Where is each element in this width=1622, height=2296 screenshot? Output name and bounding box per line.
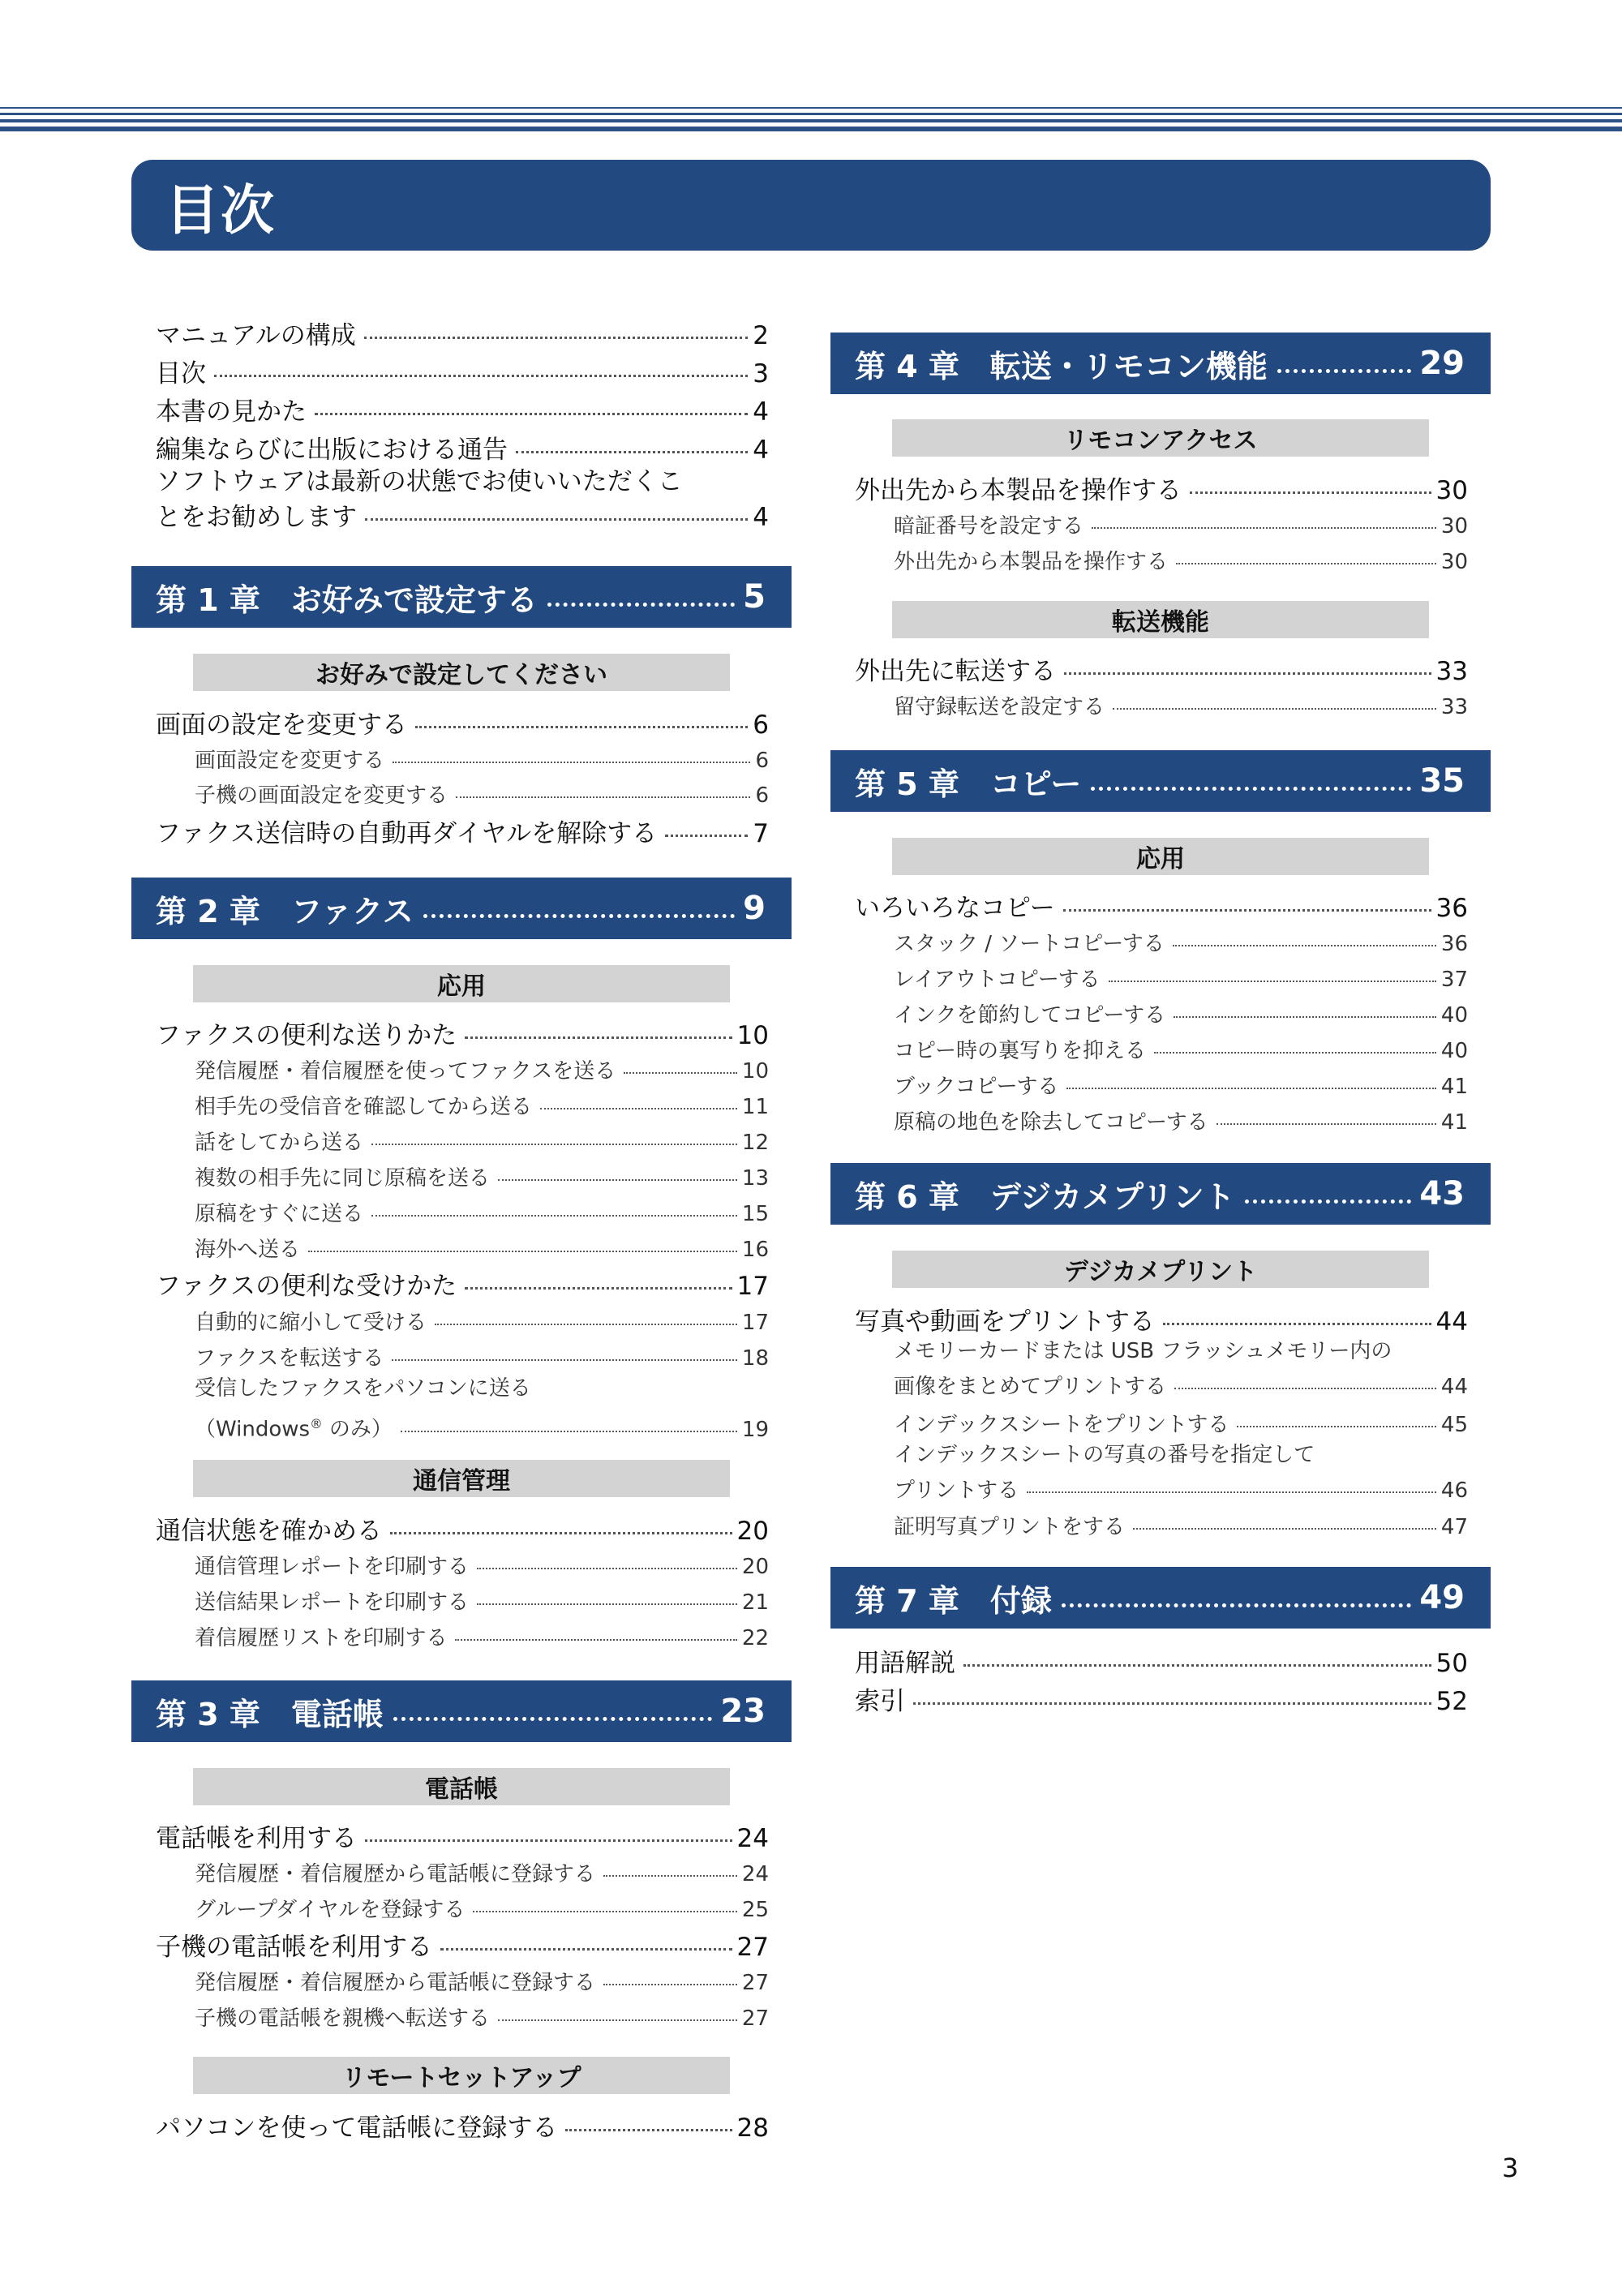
toc-subentry[interactable]: インクを節約してコピーする 40 bbox=[894, 1003, 1468, 1028]
chapter-5-heading[interactable]: 第 5 章 コピー 35 bbox=[830, 750, 1491, 812]
toc-subentry[interactable]: 通信管理レポートを印刷する 20 bbox=[195, 1555, 769, 1579]
toc-subentry[interactable]: 留守録転送を設定する 33 bbox=[894, 695, 1468, 719]
toc-entry[interactable]: 外出先から本製品を操作する 30 bbox=[855, 476, 1468, 505]
toc-subentry[interactable]: 子機の電話帳を親機へ転送する 27 bbox=[195, 2006, 769, 2031]
section-heading: デジカメプリント bbox=[892, 1251, 1429, 1288]
toc-entry[interactable]: 通信状態を確かめる 20 bbox=[156, 1517, 769, 1546]
toc-subentry[interactable]: 発信履歴・着信履歴を使ってファクスを送る 10 bbox=[195, 1059, 769, 1084]
header-rules bbox=[0, 107, 1622, 131]
chapter-1-heading[interactable]: 第 1 章 お好みで設定する 5 bbox=[131, 566, 792, 628]
toc-subentry[interactable]: レイアウトコピーする 37 bbox=[894, 968, 1468, 992]
section-heading: 応用 bbox=[193, 965, 730, 1002]
page-title-bar bbox=[131, 160, 1491, 251]
toc-subentry[interactable]: 受信したファクスをパソコンに送る （Windows® のみ） 19 bbox=[195, 1376, 769, 1442]
toc-subentry[interactable]: スタック / ソートコピーする 36 bbox=[894, 932, 1468, 956]
toc-entry[interactable]: 用語解説 50 bbox=[855, 1649, 1468, 1678]
toc-subentry[interactable]: 複数の相手先に同じ原稿を送る 13 bbox=[195, 1166, 769, 1191]
toc-subentry[interactable]: 相手先の受信音を確認してから送る 11 bbox=[195, 1095, 769, 1119]
toc-subentry[interactable]: 原稿の地色を除去してコピーする 41 bbox=[894, 1110, 1468, 1135]
toc-subentry[interactable]: グループダイヤルを登録する 25 bbox=[195, 1898, 769, 1922]
section-heading: リモートセットアップ bbox=[193, 2057, 730, 2094]
toc-entry[interactable]: ソフトウェアは最新の状態でお使いいただくこ とをお勧めします 4 bbox=[156, 467, 769, 532]
toc-entry[interactable]: ファクス送信時の自動再ダイヤルを解除する 7 bbox=[156, 819, 769, 848]
toc-entry[interactable]: いろいろなコピー 36 bbox=[855, 894, 1468, 923]
section-heading: 電話帳 bbox=[193, 1768, 730, 1805]
section-heading: 応用 bbox=[892, 838, 1429, 875]
toc-subentry[interactable]: 発信履歴・着信履歴から電話帳に登録する 27 bbox=[195, 1971, 769, 1995]
section-heading: 通信管理 bbox=[193, 1460, 730, 1497]
toc-subentry[interactable]: 海外へ送る 16 bbox=[195, 1238, 769, 1262]
chapter-7-heading[interactable]: 第 7 章 付録 49 bbox=[830, 1567, 1491, 1629]
chapter-6-heading[interactable]: 第 6 章 デジカメプリント 43 bbox=[830, 1163, 1491, 1225]
toc-subentry[interactable]: 着信履歴リストを印刷する 22 bbox=[195, 1626, 769, 1650]
toc-entry[interactable]: マニュアルの構成 2 bbox=[156, 321, 769, 350]
toc-subentry[interactable]: 子機の画面設定を変更する 6 bbox=[195, 783, 769, 808]
page-title: 目次 bbox=[165, 178, 276, 242]
toc-subentry[interactable]: 発信履歴・着信履歴から電話帳に登録する 24 bbox=[195, 1862, 769, 1886]
toc-subentry[interactable]: 証明写真プリントをする 47 bbox=[894, 1515, 1468, 1539]
toc-subentry[interactable]: ブックコピーする 41 bbox=[894, 1075, 1468, 1099]
chapter-2-heading[interactable]: 第 2 章 ファクス 9 bbox=[131, 878, 792, 939]
toc-subentry[interactable]: 原稿をすぐに送る 15 bbox=[195, 1202, 769, 1226]
toc-entry[interactable]: 目次 3 bbox=[156, 359, 769, 388]
toc-entry[interactable]: 本書の見かた 4 bbox=[156, 397, 769, 427]
toc-entry[interactable]: 編集ならびに出版における通告 4 bbox=[156, 436, 769, 465]
toc-entry[interactable]: パソコンを使って電話帳に登録する 28 bbox=[156, 2114, 769, 2143]
section-heading: 転送機能 bbox=[892, 601, 1429, 638]
toc-entry[interactable]: 索引 52 bbox=[855, 1687, 1468, 1716]
section-heading: リモコンアクセス bbox=[892, 419, 1429, 457]
toc-entry[interactable]: 外出先に転送する 33 bbox=[855, 657, 1468, 686]
toc-entry[interactable]: 電話帳を利用する 24 bbox=[156, 1824, 769, 1853]
toc-subentry[interactable]: 画面設定を変更する 6 bbox=[195, 749, 769, 773]
page-number: 3 bbox=[1502, 2152, 1519, 2183]
toc-entry[interactable]: ファクスの便利な送りかた 10 bbox=[156, 1021, 769, 1050]
toc-entry[interactable]: 画面の設定を変更する 6 bbox=[156, 710, 769, 740]
toc-subentry[interactable]: 暗証番号を設定する 30 bbox=[894, 514, 1468, 539]
toc-subentry[interactable]: メモリーカードまたは USB フラッシュメモリー内の 画像をまとめてプリントする 44 bbox=[894, 1339, 1468, 1399]
toc-entry[interactable]: 写真や動画をプリントする 44 bbox=[855, 1307, 1468, 1337]
chapter-3-heading[interactable]: 第 3 章 電話帳 23 bbox=[131, 1680, 792, 1742]
toc-subentry[interactable]: 送信結果レポートを印刷する 21 bbox=[195, 1590, 769, 1615]
toc-subentry[interactable]: 外出先から本製品を操作する 30 bbox=[894, 550, 1468, 574]
section-heading: お好みで設定してください bbox=[193, 654, 730, 691]
toc-subentry[interactable]: ファクスを転送する 18 bbox=[195, 1346, 769, 1371]
toc-entry[interactable]: ファクスの便利な受けかた 17 bbox=[156, 1272, 769, 1301]
toc-entry[interactable]: 子機の電話帳を利用する 27 bbox=[156, 1933, 769, 1962]
toc-subentry[interactable]: インデックスシートの写真の番号を指定して プリントする 46 bbox=[894, 1443, 1468, 1503]
toc-subentry[interactable]: 自動的に縮小して受ける 17 bbox=[195, 1311, 769, 1335]
toc-subentry[interactable]: インデックスシートをプリントする 45 bbox=[894, 1413, 1468, 1437]
toc-subentry[interactable]: 話をしてから送る 12 bbox=[195, 1131, 769, 1155]
toc-subentry[interactable]: コピー時の裏写りを抑える 40 bbox=[894, 1039, 1468, 1063]
chapter-4-heading[interactable]: 第 4 章 転送・リモコン機能 29 bbox=[830, 333, 1491, 394]
